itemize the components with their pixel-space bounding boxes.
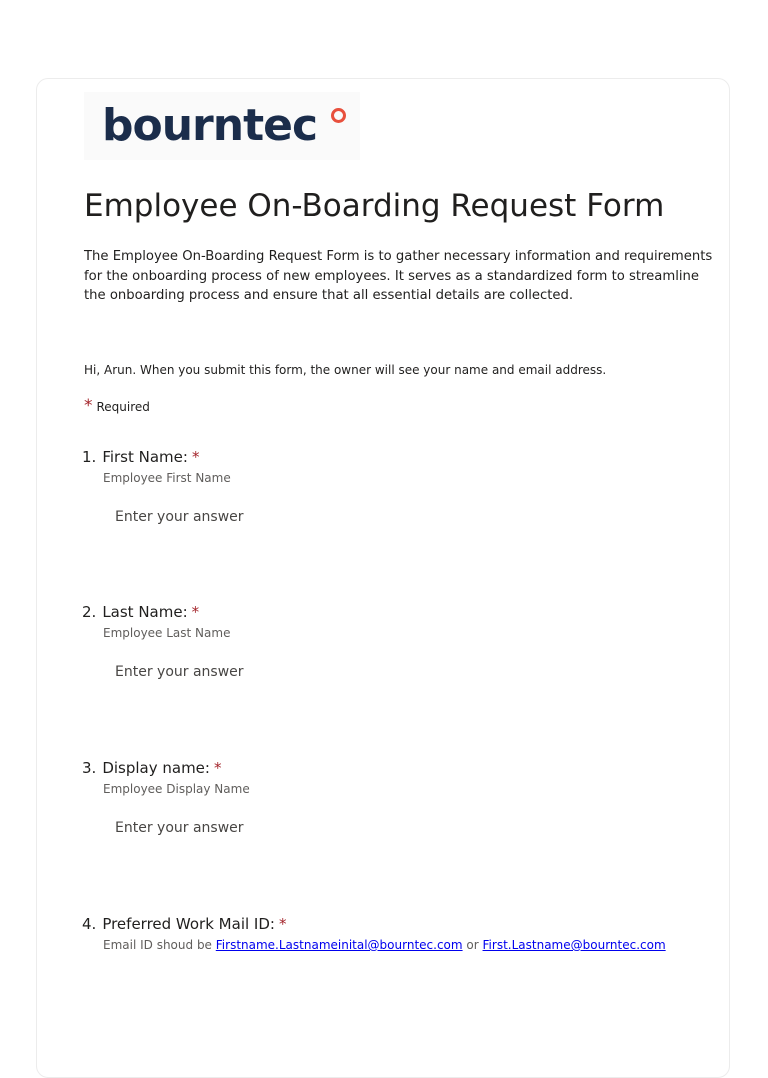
question-number: 3. [82,759,97,777]
required-star-icon: * [191,603,200,621]
logo-wordmark: bourntec [102,100,318,151]
question-last-name [82,602,722,689]
question-subtitle: Employee First Name [103,471,231,485]
required-star-icon: * [84,396,93,416]
question-number: 4. [82,915,97,933]
bourntec-logo [84,92,360,160]
question-label: First Name: [102,448,188,466]
subtitle-or: or [466,938,479,952]
question-subtitle: Employee Last Name [103,626,231,640]
required-note [84,396,150,416]
question-label: Last Name: [102,603,188,621]
question-number: 2. [82,603,97,621]
question-display-name [82,758,722,845]
required-star-icon: * [191,448,200,466]
logo-dot-icon [331,108,346,123]
question-title [82,758,722,778]
question-label: Display name: [102,759,210,777]
email-format-link-1[interactable]: Firstname.Lastnameinital@bourntec.com [215,938,463,952]
required-label: Required [96,400,150,414]
question-first-name [82,447,722,534]
form-description: The Employee On-Boarding Request Form is to gather necessary information and requirements for the onboarding process of new employees. It serves as a standardized form to streamline the onboarding process and ensure that all essential details are collected. [84,249,713,303]
first-name-input[interactable] [103,500,703,534]
question-number: 1. [82,448,97,466]
required-star-icon: * [278,915,287,933]
display-name-input[interactable] [103,811,703,845]
greeting-text: Hi, Arun. When you submit this form, the owner will see your name and email address. [84,363,607,377]
question-title [82,602,722,622]
question-subtitle [103,937,722,953]
question-title [82,914,722,934]
required-star-icon: * [213,759,222,777]
subtitle-prefix: Email ID shoud be [103,938,212,952]
question-subtitle: Employee Display Name [103,782,250,796]
question-work-mail [82,914,722,953]
question-label: Preferred Work Mail ID: [102,915,275,933]
question-title [82,447,722,467]
last-name-input[interactable] [103,655,703,689]
form-title: Employee On-Boarding Request Form [84,188,665,224]
email-format-link-2[interactable]: First.Lastname@bourntec.com [482,938,666,952]
